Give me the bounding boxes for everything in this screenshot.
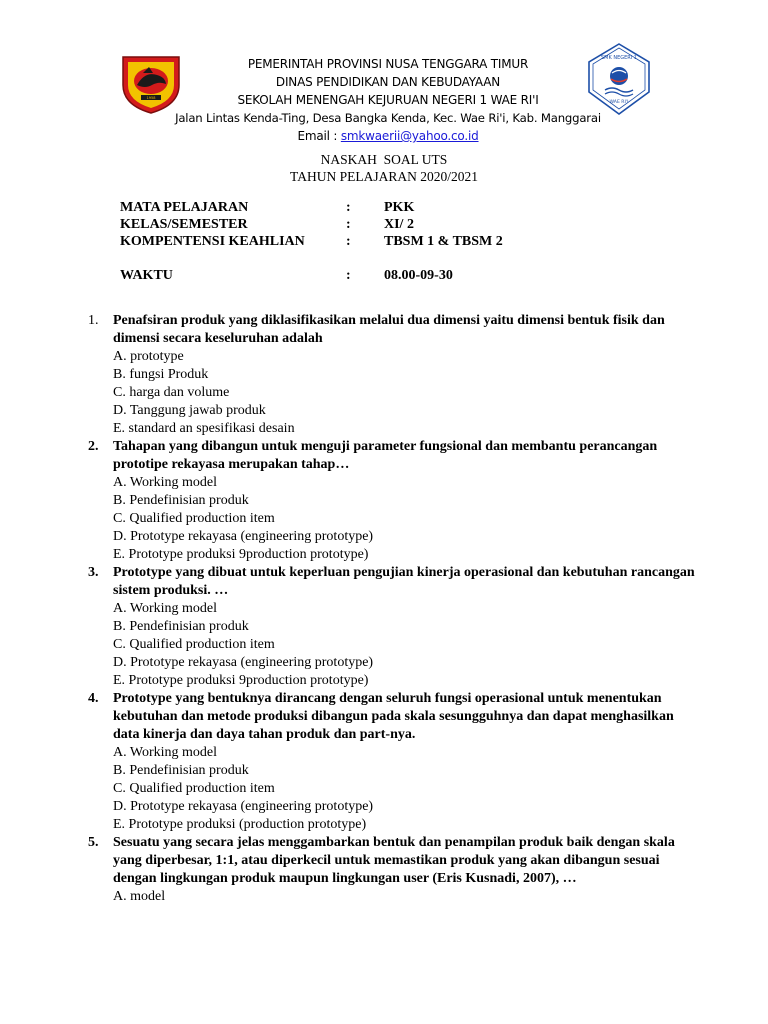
question-3: [76, 564, 696, 690]
answer-option[interactable]: E. Prototype produksi 9production prototype): [113, 547, 369, 562]
question-number: 4.: [88, 691, 99, 706]
answer-option[interactable]: C. harga dan volume: [113, 385, 230, 400]
answer-option[interactable]: E. Prototype produksi (production prototype): [113, 817, 367, 832]
info-colon: :: [346, 217, 351, 232]
academic-year: TAHUN PELAJARAN 2020/2021: [290, 169, 478, 184]
answer-option[interactable]: C. Qualified production item: [113, 781, 275, 796]
question-text: Tahapan yang dibangun untuk menguji parameter fungsional dan membantu perancangan prototipe rekayasa merupakan tahap…: [113, 439, 658, 472]
info-colon: :: [346, 200, 351, 215]
info-colon: :: [346, 234, 351, 249]
info-value: 08.00-09-30: [384, 268, 453, 283]
email-link[interactable]: smkwaerii@yahoo.co.id: [340, 129, 479, 143]
answer-option[interactable]: A. Working model: [113, 601, 217, 616]
info-label: MATA PELAJARAN: [120, 200, 249, 215]
info-value: TBSM 1 & TBSM 2: [384, 234, 503, 249]
answer-option[interactable]: D. Prototype rekayasa (engineering prototype): [113, 529, 374, 544]
question-text: Prototype yang bentuknya dirancang dengan seluruh fungsi operasional untuk menentukan kebutuhan dan metode produksi dibangun pada skala sesungguhnya dan dapat menghasilkan data kinerja dan daya tahan produk dan part-nya.: [113, 691, 674, 742]
answer-option[interactable]: B. Pendefinisian produk: [113, 763, 249, 778]
question-number: 1.: [88, 313, 99, 328]
exam-title: NASKAH SOAL UTS: [320, 152, 448, 167]
letterhead-government: PEMERINTAH PROVINSI NUSA TENGGARA TIMUR: [247, 57, 529, 71]
info-colon: :: [346, 268, 351, 283]
document-title: [0, 151, 768, 185]
info-row-subject: [120, 199, 503, 216]
question-5: [76, 834, 696, 906]
answer-option[interactable]: B. fungsi Produk: [113, 367, 209, 382]
question-number: 2.: [88, 439, 99, 454]
letterhead-department: DINAS PENDIDIKAN DAN KEBUDAYAAN: [275, 75, 501, 89]
answer-option[interactable]: D. Prototype rekayasa (engineering prototype): [113, 799, 374, 814]
answer-option[interactable]: C. Qualified production item: [113, 637, 275, 652]
question-text: Penafsiran produk yang diklasifikasikan melalui dua dimensi yaitu dimensi bentuk fisik dan dimensi secara keseluruhan adalah: [113, 313, 665, 346]
letterhead: [170, 55, 606, 145]
question-2: [76, 438, 696, 564]
info-value: PKK: [384, 200, 415, 215]
question-number: 5.: [88, 835, 99, 850]
answer-option[interactable]: E. Prototype produksi 9production prototype): [113, 673, 369, 688]
svg-text:1958: 1958: [146, 96, 156, 101]
info-label: WAKTU: [120, 268, 173, 283]
exam-info: [120, 199, 503, 284]
answer-option[interactable]: A. model: [113, 889, 166, 904]
letterhead-address: Jalan Lintas Kenda-Ting, Desa Bangka Kenda, Kec. Wae Ri'i, Kab. Manggarai: [175, 111, 601, 125]
answer-option[interactable]: A. prototype: [113, 349, 184, 364]
info-label: KELAS/SEMESTER: [120, 217, 248, 232]
email-label: Email :: [297, 129, 341, 143]
letterhead-email-line: [170, 127, 606, 145]
question-4: [76, 690, 696, 834]
info-value: XI/ 2: [384, 217, 414, 232]
question-text: Sesuatu yang secara jelas menggambarkan bentuk dan penampilan produk baik dengan skala yang diperbesar, 1:1, atau diperkecil untuk memastikan produk yang akan dibangun sesuai dengan lingkungan produk maupun lingkungan user (Eris Kusnadi, 2007), …: [113, 835, 675, 886]
letterhead-school: SEKOLAH MENENGAH KEJURUAN NEGERI 1 WAE RI'I: [237, 93, 539, 107]
answer-option[interactable]: D. Tanggung jawab produk: [113, 403, 266, 418]
answer-option[interactable]: A. Working model: [113, 475, 217, 490]
answer-option[interactable]: B. Pendefinisian produk: [113, 493, 249, 508]
info-row-time: [120, 267, 503, 284]
answer-option[interactable]: C. Qualified production item: [113, 511, 275, 526]
question-1: [76, 312, 696, 438]
question-number: 3.: [88, 565, 99, 580]
info-label: KOMPENTENSI KEAHLIAN: [120, 234, 305, 249]
question-list: [76, 312, 696, 906]
info-row-competency: [120, 233, 503, 250]
info-row-class: [120, 216, 503, 233]
question-text: Prototype yang dibuat untuk keperluan pengujian kinerja operasional dan kebutuhan rancangan sistem produksi. …: [113, 565, 695, 598]
answer-option[interactable]: A. Working model: [113, 745, 217, 760]
answer-option[interactable]: D. Prototype rekayasa (engineering prototype): [113, 655, 374, 670]
answer-option[interactable]: B. Pendefinisian produk: [113, 619, 249, 634]
school-logo-top-text: SMK NEGERI 1: [600, 55, 638, 61]
school-logo-bottom-text: WAE RI'I: [609, 100, 629, 105]
answer-option[interactable]: E. standard an spesifikasi desain: [113, 421, 295, 436]
